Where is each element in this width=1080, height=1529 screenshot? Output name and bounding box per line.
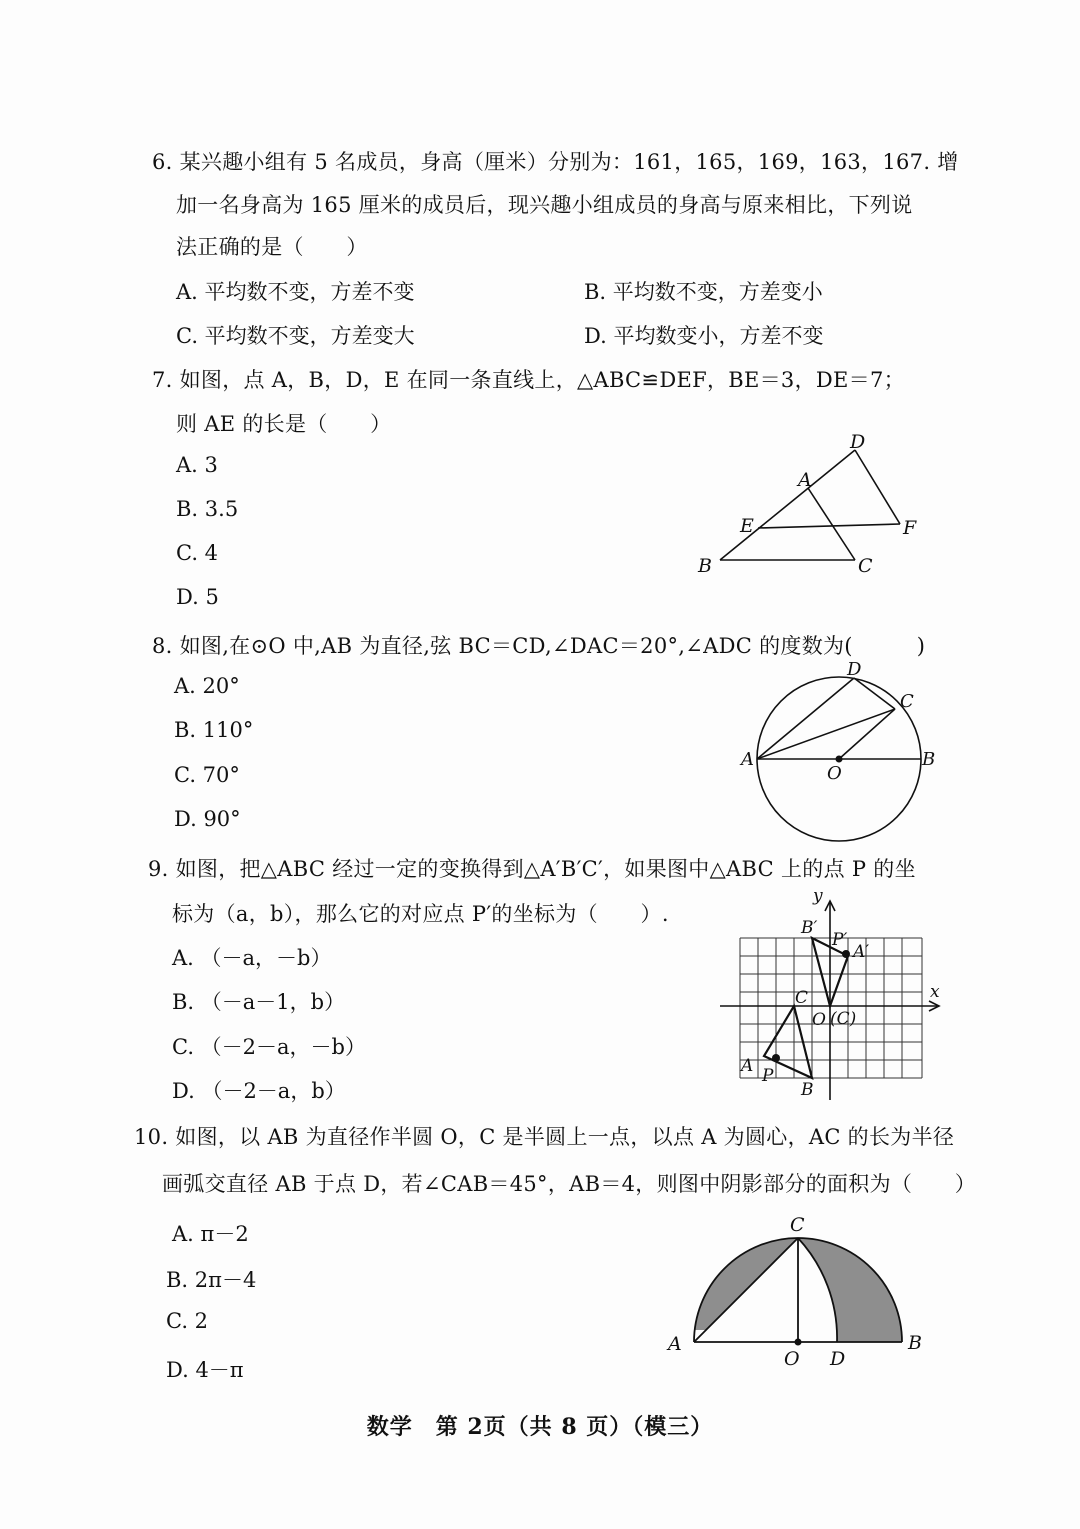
q8-circle-figure bbox=[735, 655, 945, 850]
q7-label-d: D bbox=[850, 431, 866, 453]
q9-line-2: 标为（a，b），那么它的对应点 P′的坐标为（ ）. bbox=[172, 902, 669, 926]
q8-label-a: A bbox=[741, 749, 754, 770]
q10-label-d: D bbox=[830, 1348, 846, 1370]
q9-option-c[interactable]: C. （－2－a，－b） bbox=[172, 1035, 366, 1059]
page-footer: 数学 第 2页（共 8 页）（模三） bbox=[366, 1414, 714, 1440]
q9-label-a-prime: A′ bbox=[853, 942, 870, 962]
q8-option-c[interactable]: C. 70° bbox=[174, 763, 240, 787]
q9-label-b: B bbox=[801, 1080, 814, 1100]
q10-option-c[interactable]: C. 2 bbox=[166, 1309, 209, 1333]
q10-option-a[interactable]: A. π－2 bbox=[172, 1222, 249, 1246]
q8-line-1: 8. 如图,在⊙O 中,AB 为直径,弦 BC＝CD,∠DAC＝20°,∠ADC 的度数为( ) bbox=[152, 634, 926, 658]
q9-label-c: C bbox=[795, 988, 809, 1008]
q10-label-b: B bbox=[908, 1332, 922, 1354]
q7-label-b: B bbox=[698, 555, 712, 577]
q7-label-c: C bbox=[858, 555, 873, 577]
q7-label-e: E bbox=[740, 515, 754, 537]
q8-label-c: C bbox=[900, 691, 914, 712]
q9-label-a: A bbox=[741, 1056, 754, 1076]
q9-label-c-paren: (C) bbox=[830, 1009, 857, 1029]
q7-label-a: A bbox=[798, 469, 812, 491]
q6-option-d[interactable]: D. 平均数变小，方差不变 bbox=[584, 324, 824, 348]
q7-label-f: F bbox=[903, 517, 917, 539]
q10-semicircle-figure bbox=[660, 1210, 940, 1370]
q7-line-1: 7. 如图，点 A，B，D，E 在同一条直线上，△ABC≌DEF，BE＝3，DE＝7； bbox=[152, 368, 905, 392]
q10-label-a: A bbox=[668, 1333, 682, 1355]
q7-line-2: 则 AE 的长是（ ） bbox=[176, 412, 392, 436]
q10-option-d[interactable]: D. 4－π bbox=[166, 1358, 244, 1382]
q9-option-b[interactable]: B. （－a－1，b） bbox=[172, 990, 346, 1014]
q8-option-d[interactable]: D. 90° bbox=[174, 807, 241, 831]
q7-option-a[interactable]: A. 3 bbox=[176, 453, 218, 477]
q8-label-o: O bbox=[827, 763, 842, 784]
q9-option-d[interactable]: D. （－2－a，b） bbox=[172, 1079, 346, 1103]
q7-option-c[interactable]: C. 4 bbox=[176, 541, 219, 565]
q9-line-1: 9. 如图，把△ABC 经过一定的变换得到△A′B′C′，如果图中△ABC 上的点 P 的坐 bbox=[148, 857, 916, 881]
q6-option-b[interactable]: B. 平均数不变，方差变小 bbox=[584, 280, 823, 304]
q7-option-d[interactable]: D. 5 bbox=[176, 585, 219, 609]
q10-line-1: 10. 如图，以 AB 为直径作半圆 O，C 是半圆上一点，以点 A 为圆心，AC 的长为半径 bbox=[134, 1125, 955, 1149]
q9-label-b-prime: B′ bbox=[801, 918, 818, 938]
q9-label-y: y bbox=[813, 886, 823, 906]
q8-label-d: D bbox=[847, 659, 862, 680]
q9-label-p: P bbox=[762, 1066, 774, 1086]
q8-option-a[interactable]: A. 20° bbox=[174, 674, 240, 698]
q8-label-b: B bbox=[922, 749, 936, 770]
q10-label-o: O bbox=[784, 1348, 800, 1370]
q7-option-b[interactable]: B. 3.5 bbox=[176, 497, 239, 521]
q7-triangle-figure bbox=[690, 430, 930, 580]
q10-label-c: C bbox=[790, 1214, 805, 1236]
q6-option-c[interactable]: C. 平均数不变，方差变大 bbox=[176, 324, 415, 348]
q6-option-a[interactable]: A. 平均数不变，方差不变 bbox=[176, 280, 415, 304]
q6-line-1: 6. 某兴趣小组有 5 名成员，身高（厘米）分别为：161，165，169，163，167. 增 bbox=[152, 150, 959, 174]
q6-line-2: 加一名身高为 165 厘米的成员后，现兴趣小组成员的身高与原来相比，下列说 bbox=[176, 193, 913, 217]
q10-line-2: 画弧交直径 AB 于点 D，若∠CAB＝45°，AB＝4，则图中阴影部分的面积为（ ） bbox=[162, 1172, 977, 1196]
q8-option-b[interactable]: B. 110° bbox=[174, 718, 254, 742]
q9-label-x: x bbox=[930, 982, 940, 1002]
q9-option-a[interactable]: A. （－a，－b） bbox=[172, 946, 332, 970]
q9-label-o: O bbox=[812, 1010, 826, 1030]
q9-label-p-prime: P′ bbox=[832, 930, 848, 950]
q6-line-3: 法正确的是（ ） bbox=[176, 235, 368, 259]
q9-grid-figure bbox=[715, 885, 950, 1110]
q10-option-b[interactable]: B. 2π－4 bbox=[166, 1268, 257, 1292]
